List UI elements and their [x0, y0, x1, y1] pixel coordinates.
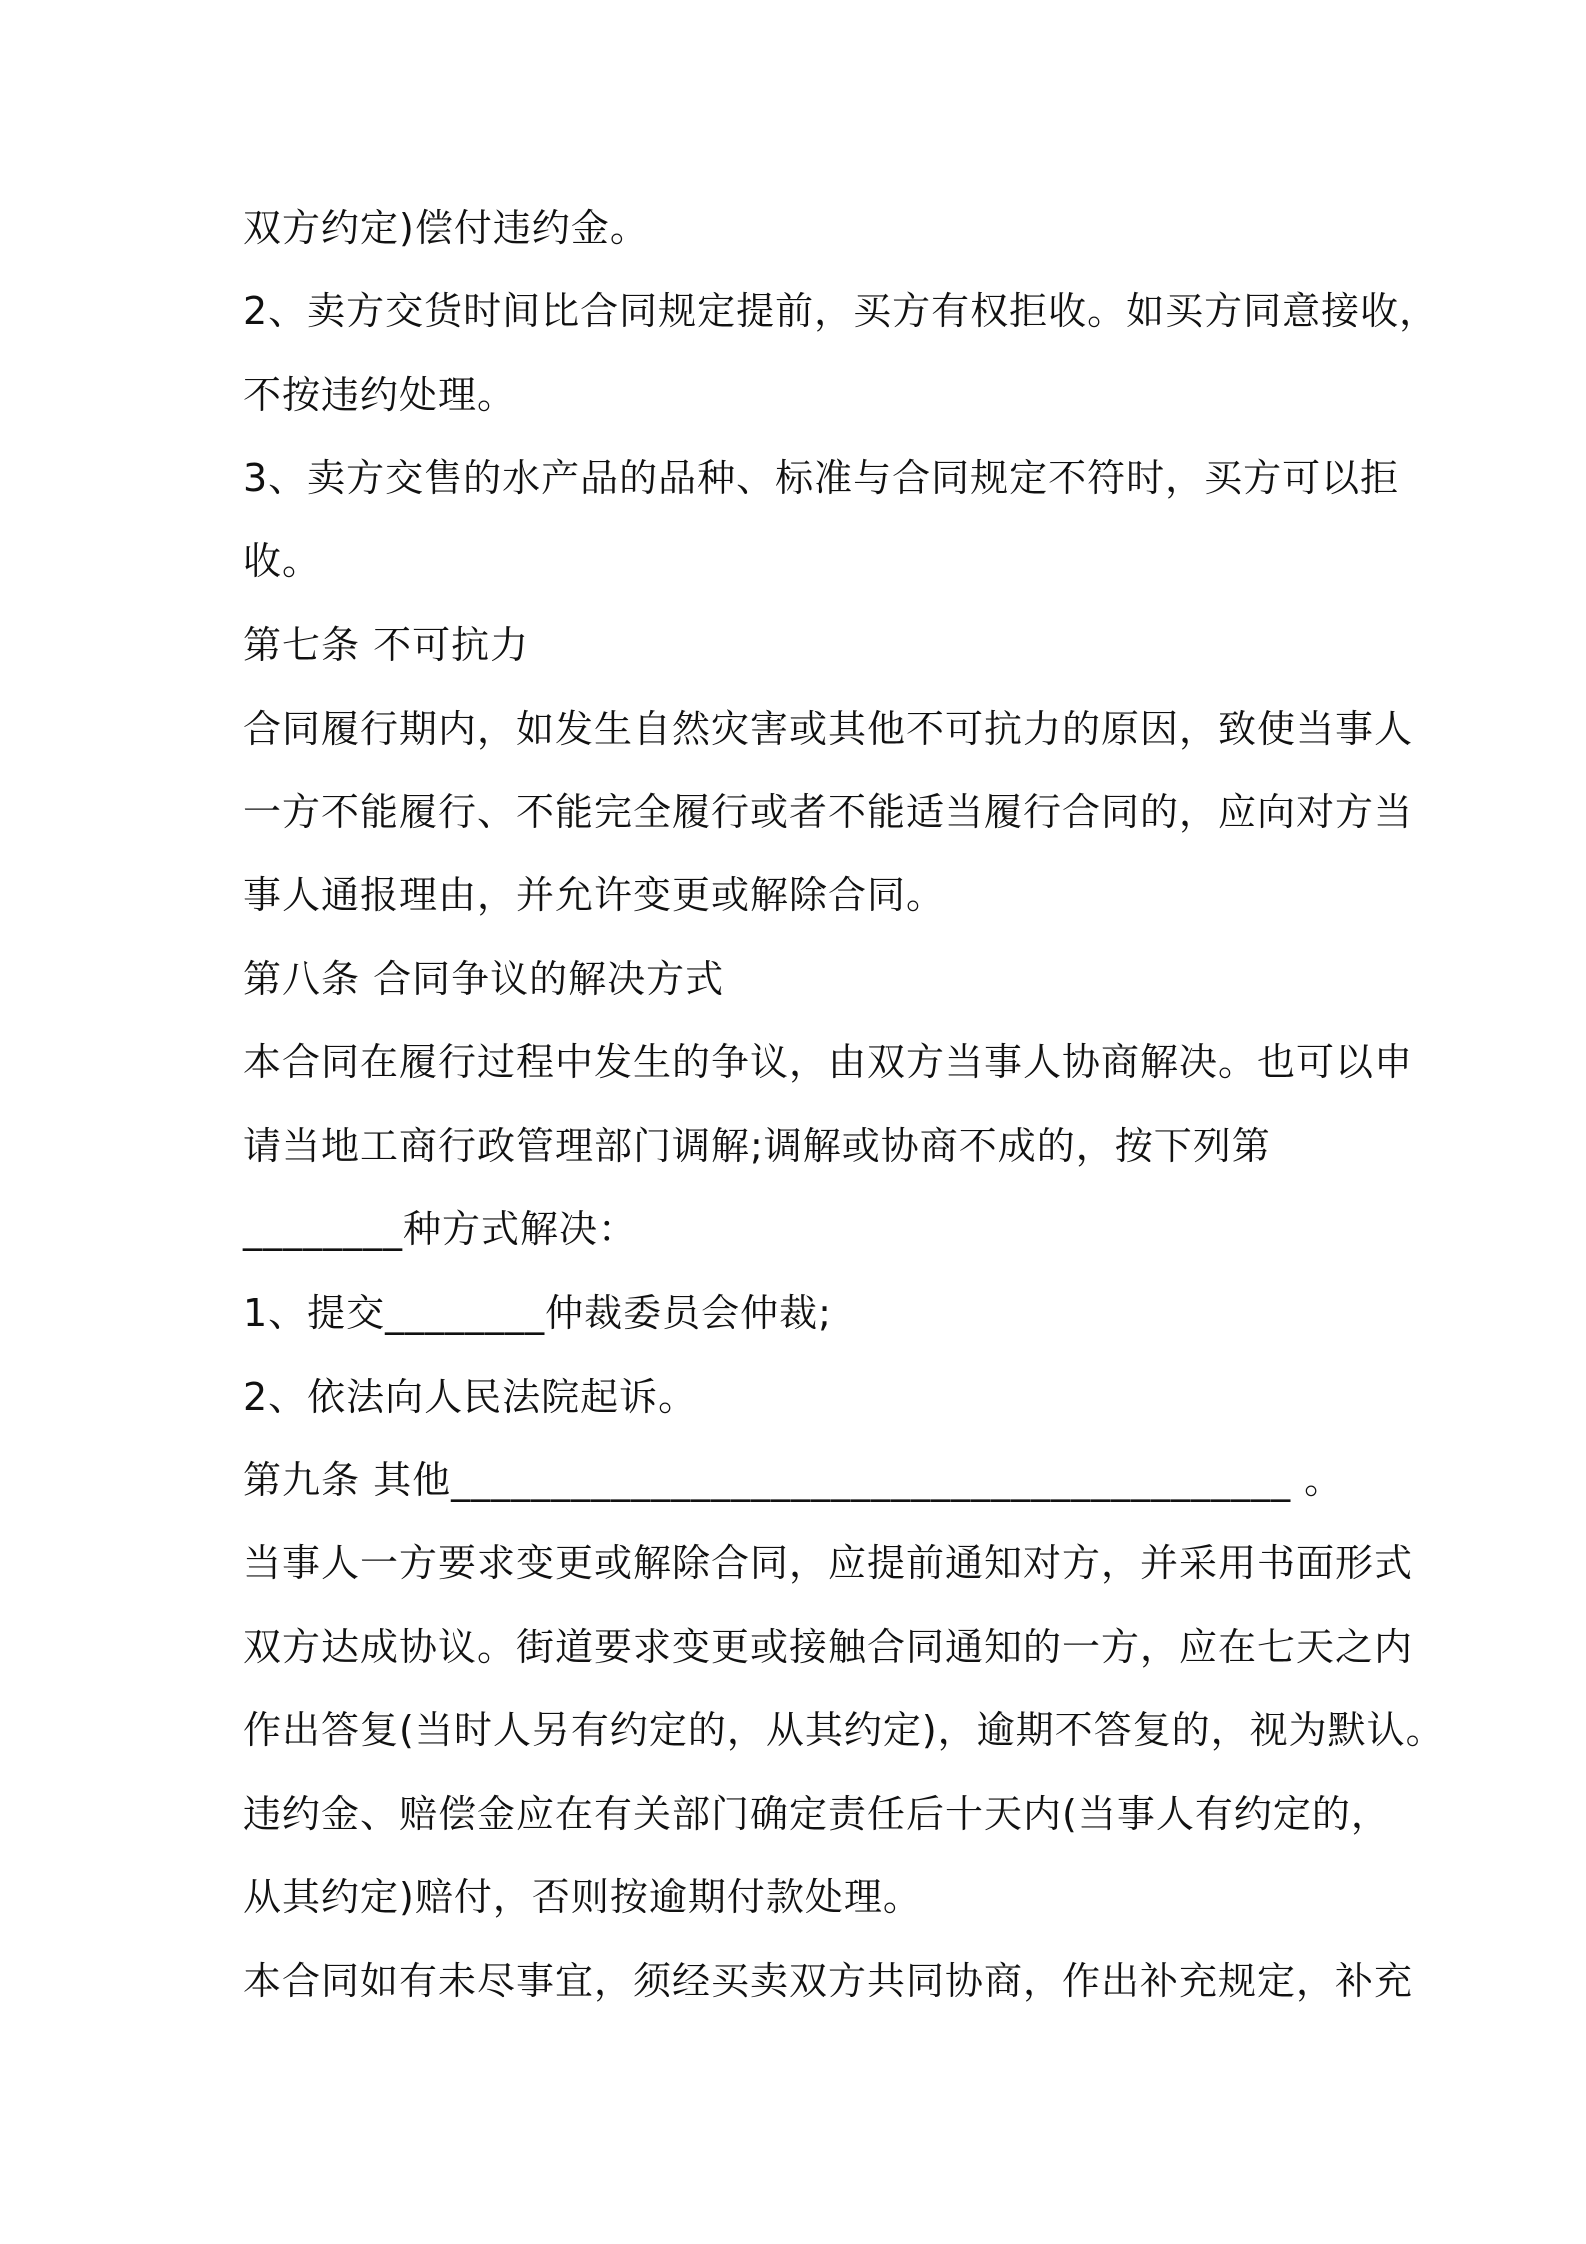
- section-heading-9: 第九条 其他__________________________________________ 。: [243, 1458, 1344, 1502]
- text-line-2: 2、卖方交货时间比合同规定提前，买方有权拒收。如买方同意接收，: [243, 289, 1439, 333]
- text-line-13: ________种方式解决：: [243, 1207, 638, 1251]
- text-line-22: 本合同如有未尽事宜，须经买卖双方共同协商，作出补充规定，补充: [243, 1959, 1414, 2003]
- text-line-18: 双方达成协议。街道要求变更或接触合同通知的一方，应在七天之内: [243, 1625, 1414, 1669]
- text-line-3: 不按违约处理。: [243, 373, 517, 417]
- text-line-15: 2、依法向人民法院起诉。: [243, 1375, 698, 1419]
- text-line-20: 违约金、赔偿金应在有关部门确定责任后十天内(当事人有约定的，: [243, 1792, 1390, 1836]
- section-heading-8: 第八条 合同争议的解决方式: [243, 957, 725, 1001]
- text-line-12: 请当地工商行政管理部门调解;调解或协商不成的，按下列第: [243, 1124, 1271, 1168]
- text-line-8: 一方不能履行、不能完全履行或者不能适当履行合同的，应向对方当: [243, 790, 1414, 834]
- text-line-21: 从其约定)赔付，否则按逾期付款处理。: [243, 1875, 922, 1919]
- section-heading-7: 第七条 不可抗力: [243, 623, 530, 667]
- text-line-1: 双方约定)偿付违约金。: [243, 206, 649, 250]
- text-line-11: 本合同在履行过程中发生的争议，由双方当事人协商解决。也可以申: [243, 1040, 1414, 1084]
- text-line-7: 合同履行期内，如发生自然灾害或其他不可抗力的原因，致使当事人: [243, 707, 1414, 751]
- text-line-14: 1、提交________仲裁委员会仲裁;: [243, 1291, 832, 1335]
- text-line-5: 收。: [243, 539, 322, 583]
- text-line-19: 作出答复(当时人另有约定的，从其约定)，逾期不答复的，视为默认。: [243, 1708, 1445, 1752]
- text-line-17: 当事人一方要求变更或解除合同，应提前通知对方，并采用书面形式: [243, 1541, 1414, 1585]
- text-line-9: 事人通报理由，并允许变更或解除合同。: [243, 873, 946, 917]
- text-line-4: 3、卖方交售的水产品的品种、标准与合同规定不符时，买方可以拒: [243, 456, 1400, 500]
